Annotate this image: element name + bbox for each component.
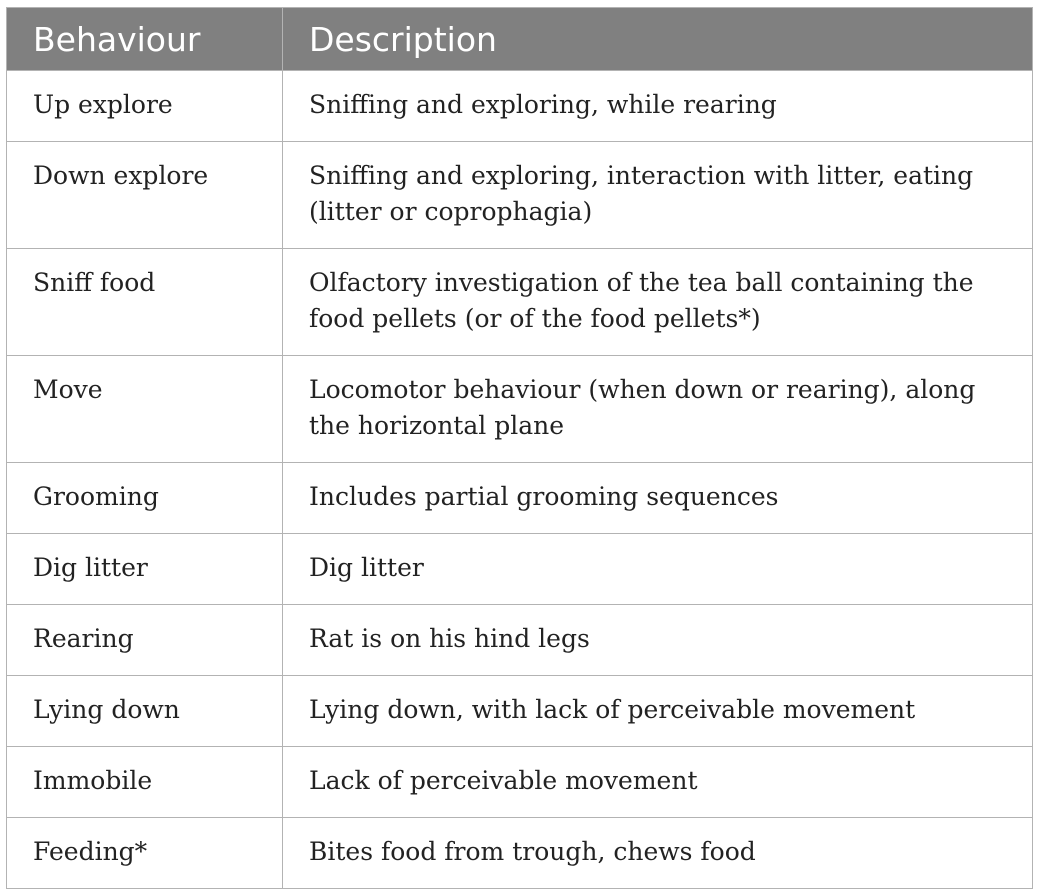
description-cell: Sniffing and exploring, while rearing [283,71,1033,142]
behaviour-cell: Move [7,356,283,463]
table-header-row [7,8,1033,71]
behaviour-cell: Lying down [7,676,283,747]
table-row [7,71,1033,142]
description-cell: Sniffing and exploring, interaction with litter, eating (litter or coprophagia) [283,142,1033,249]
behaviour-cell: Feeding* [7,818,283,889]
table-row [7,605,1033,676]
behaviour-cell: Up explore [7,71,283,142]
table-row [7,142,1033,249]
column-header-behaviour: Behaviour [7,8,283,71]
description-cell: Bites food from trough, chews food [283,818,1033,889]
column-header-description: Description [283,8,1033,71]
behaviour-cell: Grooming [7,463,283,534]
description-cell: Locomotor behaviour (when down or rearing), along the horizontal plane [283,356,1033,463]
description-cell: Rat is on his hind legs [283,605,1033,676]
table-row [7,747,1033,818]
behaviour-table [6,7,1033,889]
table-row [7,818,1033,889]
table-row [7,676,1033,747]
table-row [7,534,1033,605]
behaviour-cell: Dig litter [7,534,283,605]
description-cell: Includes partial grooming sequences [283,463,1033,534]
description-cell: Olfactory investigation of the tea ball containing the food pellets (or of the food pellets*) [283,249,1033,356]
behaviour-cell: Rearing [7,605,283,676]
table-row [7,249,1033,356]
description-cell: Lying down, with lack of perceivable movement [283,676,1033,747]
table-row [7,356,1033,463]
description-cell: Lack of perceivable movement [283,747,1033,818]
behaviour-cell: Immobile [7,747,283,818]
description-cell: Dig litter [283,534,1033,605]
behaviour-cell: Down explore [7,142,283,249]
table-row [7,463,1033,534]
behaviour-cell: Sniff food [7,249,283,356]
